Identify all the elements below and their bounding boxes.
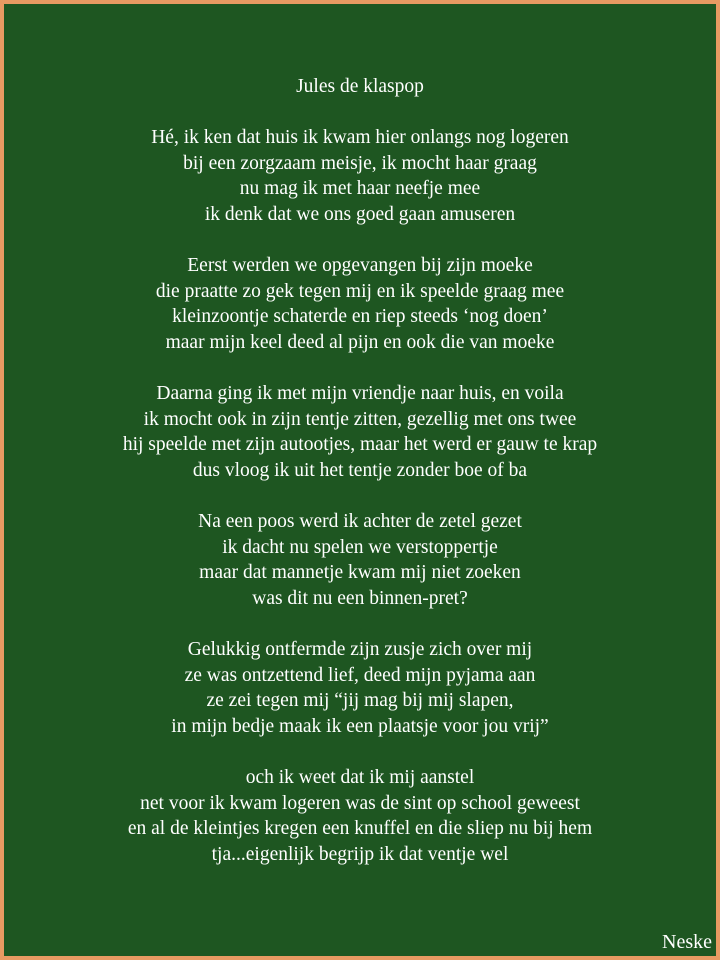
poem-line: kleinzoontje schaterde en riep steeds ‘nog doen’ bbox=[172, 306, 548, 328]
poem-line: maar dat mannetje kwam mij niet zoeken bbox=[199, 562, 521, 584]
stanza-4 bbox=[4, 509, 716, 611]
poem-line: Hé, ik ken dat huis ik kwam hier onlangs nog logeren bbox=[151, 127, 569, 149]
stanza-3 bbox=[4, 381, 716, 483]
poem-line: Gelukkig ontfermde zijn zusje zich over mij bbox=[187, 639, 533, 661]
stanza-2 bbox=[4, 253, 716, 355]
poem-line: tja...eigenlijk begrijp ik dat ventje wel bbox=[211, 843, 509, 865]
author-signature: Neske bbox=[662, 931, 712, 953]
poem-line: maar mijn keel deed al pijn en ook die van moeke bbox=[165, 331, 555, 353]
poem-line: Na een poos werd ik achter de zetel gezet bbox=[198, 511, 522, 533]
poem-line: dus vloog ik uit het tentje zonder boe of ba bbox=[192, 459, 528, 481]
poem-line: in mijn bedje maak ik een plaatsje voor jou vrij” bbox=[171, 715, 549, 737]
poem-line: en al de kleintjes kregen een knuffel en die sliep nu bij hem bbox=[127, 818, 593, 840]
poem-line: ze zei tegen mij “jij mag bij mij slapen, bbox=[206, 690, 514, 712]
poem-line: ik dacht nu spelen we verstoppertje bbox=[222, 536, 498, 558]
poem-line: die praatte zo gek tegen mij en ik speelde graag mee bbox=[155, 280, 565, 302]
poem-line: ik denk dat we ons goed gaan amuseren bbox=[204, 203, 516, 225]
stanza-6 bbox=[4, 765, 716, 867]
poem-line: och ik weet dat ik mij aanstel bbox=[245, 767, 475, 789]
poem-line: hij speelde met zijn autootjes, maar het werd er gauw te krap bbox=[122, 434, 598, 456]
poem-line: Eerst werden we opgevangen bij zijn moeke bbox=[187, 255, 533, 277]
poem-line: nu mag ik met haar neefje mee bbox=[239, 178, 481, 200]
poem-line: was dit nu een binnen-pret? bbox=[252, 587, 468, 609]
poem-line: Daarna ging ik met mijn vriendje naar huis, en voila bbox=[156, 383, 564, 405]
poem-line: ik mocht ook in zijn tentje zitten, gezellig met ons twee bbox=[143, 408, 577, 430]
poem-line: bij een zorgzaam meisje, ik mocht haar graag bbox=[183, 152, 537, 174]
poem-line: ze was ontzettend lief, deed mijn pyjama aan bbox=[184, 664, 536, 686]
stanza-5 bbox=[4, 637, 716, 739]
poem-line: net voor ik kwam logeren was de sint op school geweest bbox=[140, 792, 580, 814]
poem bbox=[4, 74, 716, 867]
poem-page bbox=[4, 4, 716, 956]
stanza-1 bbox=[4, 125, 716, 227]
poem-title: Jules de klaspop bbox=[296, 76, 424, 97]
